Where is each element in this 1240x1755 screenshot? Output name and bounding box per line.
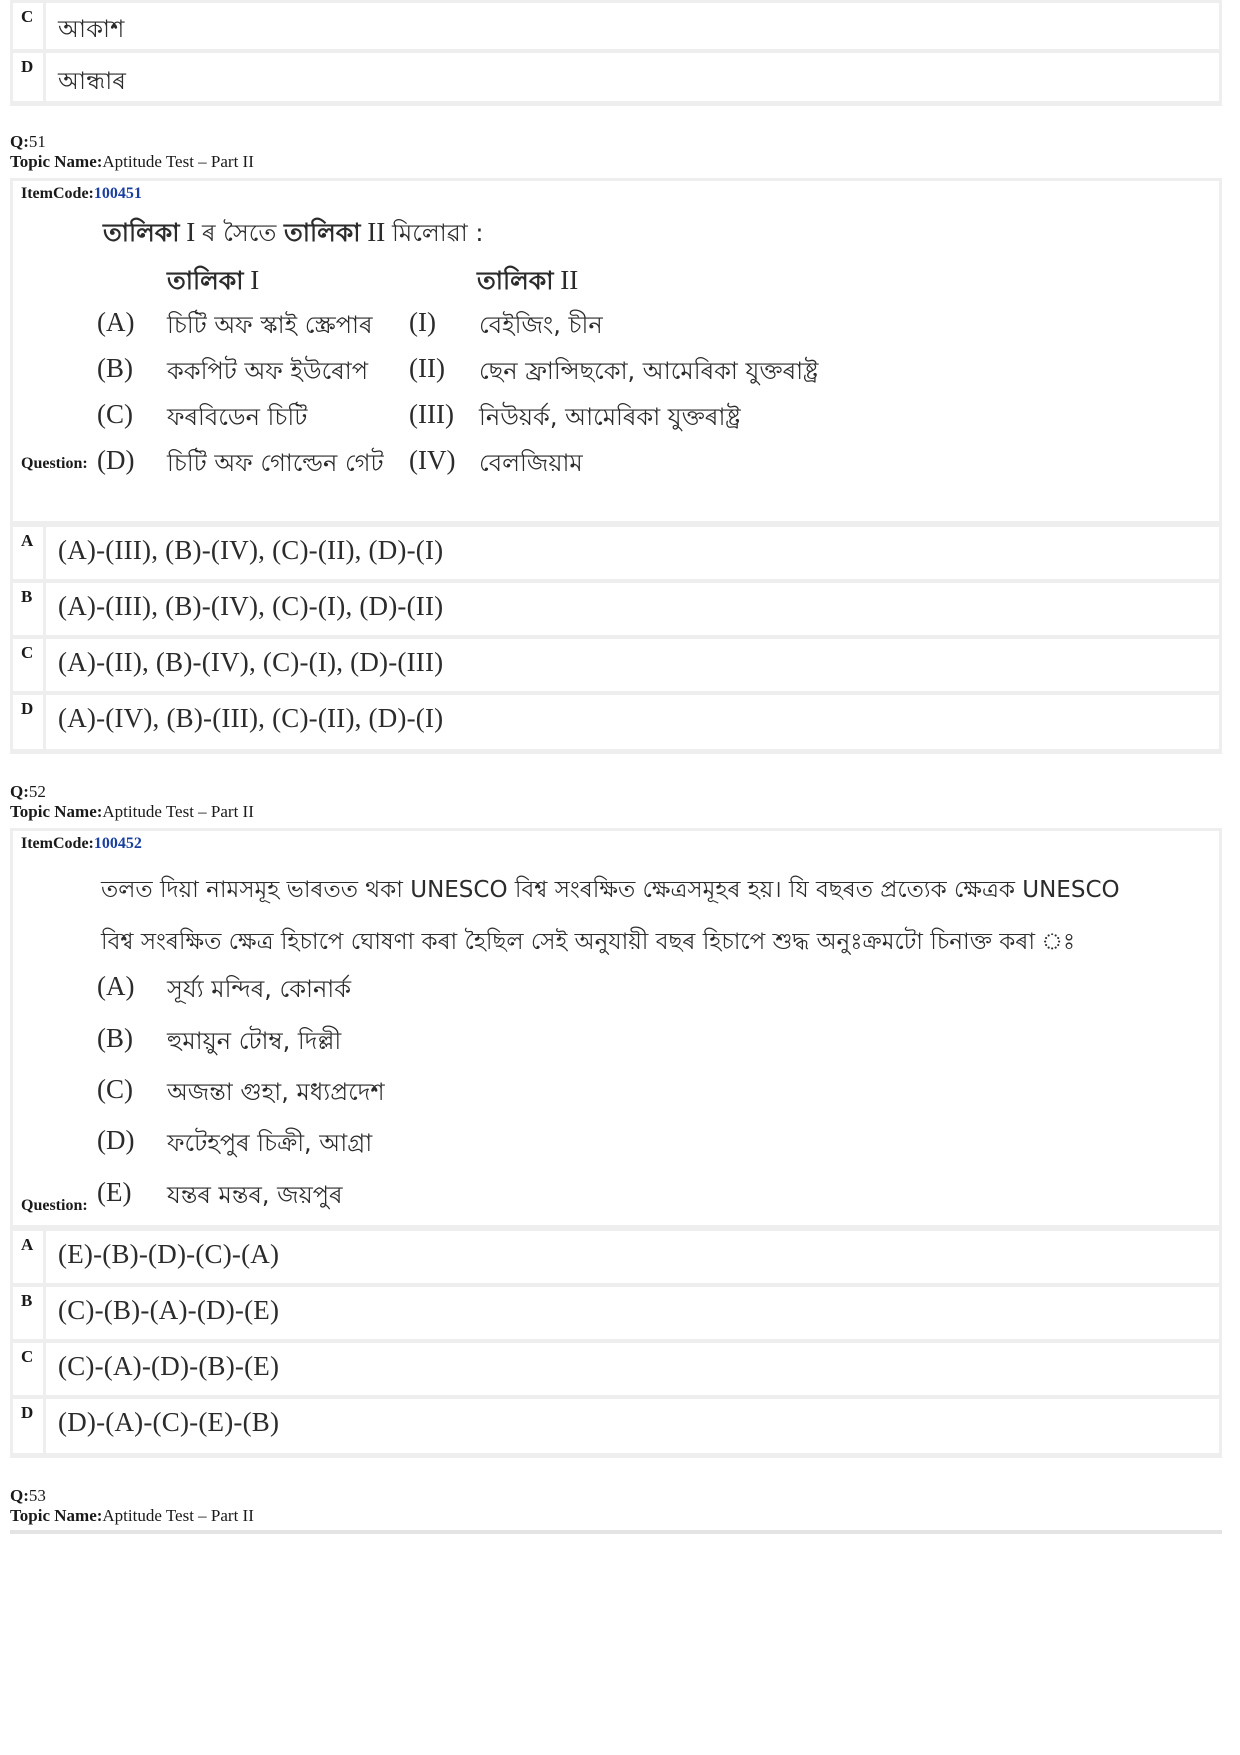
- question-stem-line: তলত দিয়া নামসমূহ ভাৰতত থকা UNESCO বিশ্ব সংৰক্ষিত ক্ষেত্ৰসমূহৰ হয়। যি বছৰত প্ৰত্যেক ক্ষেত্ৰক UNESCO: [101, 877, 1120, 903]
- question-label: Question:: [21, 1197, 88, 1214]
- option-key: B: [13, 583, 43, 635]
- option-key: D: [13, 695, 43, 749]
- option-text: (C)-(A)-(D)-(B)-(E): [46, 1343, 1219, 1395]
- itemcode-label: ItemCode:: [21, 185, 94, 202]
- question-box-52: [10, 828, 1222, 1228]
- instruction-part: তালিকা: [284, 218, 361, 247]
- instruction: [103, 213, 483, 256]
- option-key: D: [13, 53, 43, 101]
- option-key: B: [13, 1287, 43, 1339]
- q-number: 51: [28, 132, 46, 151]
- option-key: D: [13, 1399, 43, 1453]
- item-label: (D): [97, 1125, 135, 1155]
- itemcode: [21, 835, 142, 853]
- topic-label: Topic Name:: [10, 152, 103, 171]
- itemcode-value: 100451: [93, 185, 142, 202]
- instruction-part: মিলোৱা :: [392, 219, 484, 247]
- question-stem-line: বিশ্ব সংৰক্ষিত ক্ষেত্ৰ হিচাপে ঘোষণা কৰা হৈছিল সেই অনুযায়ী বছৰ হিচাপে শুদ্ধ অনুঃক্ৰমটো চিনাক্ত কৰা ঃ: [101, 929, 1076, 955]
- option-text: (A)-(III), (B)-(IV), (C)-(I), (D)-(II): [46, 583, 1219, 635]
- option-text: (C)-(B)-(A)-(D)-(E): [46, 1287, 1219, 1339]
- option-row: [13, 639, 1219, 691]
- option-key: C: [13, 3, 43, 49]
- list1-header: [167, 261, 259, 304]
- list2-header: [477, 261, 578, 304]
- match-right-text: বেলজিয়াম: [479, 449, 583, 477]
- item-text: অজন্তা গুহা, মধ্যপ্ৰদেশ: [167, 1078, 385, 1106]
- item-text: হুমায়ুন টোম্ব, দিল্লী: [167, 1027, 342, 1055]
- instruction-part: ৰ সৈতে: [202, 219, 285, 247]
- item-label: (A): [97, 971, 135, 1001]
- question-body: [13, 831, 1219, 1225]
- question-header-53: [10, 1486, 254, 1526]
- instruction-part: I: [179, 217, 203, 247]
- question-header-51: [10, 132, 254, 172]
- itemcode-value: 100452: [93, 835, 142, 852]
- match-right-label: (I): [409, 307, 436, 337]
- q-label: Q:: [10, 782, 29, 801]
- option-row: [13, 1231, 1219, 1283]
- match-left-label: (D): [97, 445, 135, 475]
- match-right-label: (II): [409, 353, 445, 383]
- match-left-label: (A): [97, 307, 135, 337]
- item-text: ফটেহপুৰ চিক্ৰী, আগ্ৰা: [167, 1129, 373, 1157]
- itemcode: [21, 185, 142, 203]
- option-row: [13, 695, 1219, 749]
- match-left-text: ফৰবিডেন চিটি: [167, 403, 308, 431]
- options-table-52: [10, 1228, 1222, 1458]
- option-row: [13, 53, 1219, 101]
- list2-header-roman: II: [553, 265, 579, 295]
- option-row: [13, 527, 1219, 579]
- match-right-text: নিউয়ৰ্ক, আমেৰিকা যুক্তৰাষ্ট্ৰ: [479, 403, 741, 431]
- item-text: যন্তৰ মন্তৰ, জয়পুৰ: [167, 1181, 343, 1209]
- q-label: Q:: [10, 1486, 29, 1505]
- option-text: (A)-(IV), (B)-(III), (C)-(II), (D)-(I): [46, 695, 1219, 749]
- match-right-text: ছেন ফ্ৰান্সিছকো, আমেৰিকা যুক্তৰাষ্ট্ৰ: [479, 357, 819, 385]
- match-left-label: (C): [97, 399, 133, 429]
- option-row: [13, 1287, 1219, 1339]
- q-number: 53: [28, 1486, 46, 1505]
- topic-label: Topic Name:: [10, 1506, 103, 1525]
- list2-header-text: তালিকা: [477, 266, 554, 295]
- q-label: Q:: [10, 132, 29, 151]
- topic-name: Aptitude Test – Part II: [102, 1506, 254, 1525]
- match-right-label: (IV): [409, 445, 456, 475]
- topic-label: Topic Name:: [10, 802, 103, 821]
- match-left-text: চিটি অফ গোল্ডেন গেট: [167, 449, 384, 477]
- prev-options-table: [10, 0, 1222, 106]
- question-header-52: [10, 782, 254, 822]
- options-table-51: [10, 524, 1222, 754]
- item-text: সূৰ্য্য মন্দিৰ, কোনাৰ্ক: [167, 975, 352, 1003]
- option-text: (A)-(II), (B)-(IV), (C)-(I), (D)-(III): [46, 639, 1219, 691]
- option-key: C: [13, 639, 43, 691]
- question-box-51: [10, 178, 1222, 524]
- question-label: Question:: [21, 455, 88, 472]
- match-right-text: বেইজিং, চীন: [479, 311, 603, 339]
- itemcode-label: ItemCode:: [21, 835, 94, 852]
- list1-header-roman: I: [243, 265, 260, 295]
- instruction-part: II: [360, 217, 393, 247]
- option-text: (E)-(B)-(D)-(C)-(A): [46, 1231, 1219, 1283]
- option-key: A: [13, 1231, 43, 1283]
- option-row: [13, 1343, 1219, 1395]
- topic-name: Aptitude Test – Part II: [102, 802, 254, 821]
- q-number: 52: [28, 782, 46, 801]
- question-body: [13, 181, 1219, 521]
- item-label: (B): [97, 1023, 133, 1053]
- option-key: C: [13, 1343, 43, 1395]
- option-row: [13, 1399, 1219, 1453]
- option-key: A: [13, 527, 43, 579]
- option-row: [13, 583, 1219, 635]
- instruction-part: তালিকা: [103, 218, 180, 247]
- topic-name: Aptitude Test – Part II: [102, 152, 254, 171]
- item-label: (C): [97, 1074, 133, 1104]
- item-label: (E): [97, 1177, 132, 1207]
- match-left-text: ককপিট অফ ইউৰোপ: [167, 357, 368, 385]
- match-left-label: (B): [97, 353, 133, 383]
- option-text: (D)-(A)-(C)-(E)-(B): [46, 1399, 1219, 1453]
- match-left-text: চিটি অফ স্কাই স্ক্ৰেপাৰ: [167, 311, 373, 339]
- option-row: [13, 3, 1219, 49]
- match-right-label: (III): [409, 399, 454, 429]
- option-text: আকাশ: [46, 3, 1219, 49]
- section-divider: [10, 1530, 1222, 1534]
- list1-header-text: তালিকা: [167, 266, 244, 295]
- option-text: আন্ধাৰ: [46, 53, 1219, 101]
- option-text: (A)-(III), (B)-(IV), (C)-(II), (D)-(I): [46, 527, 1219, 579]
